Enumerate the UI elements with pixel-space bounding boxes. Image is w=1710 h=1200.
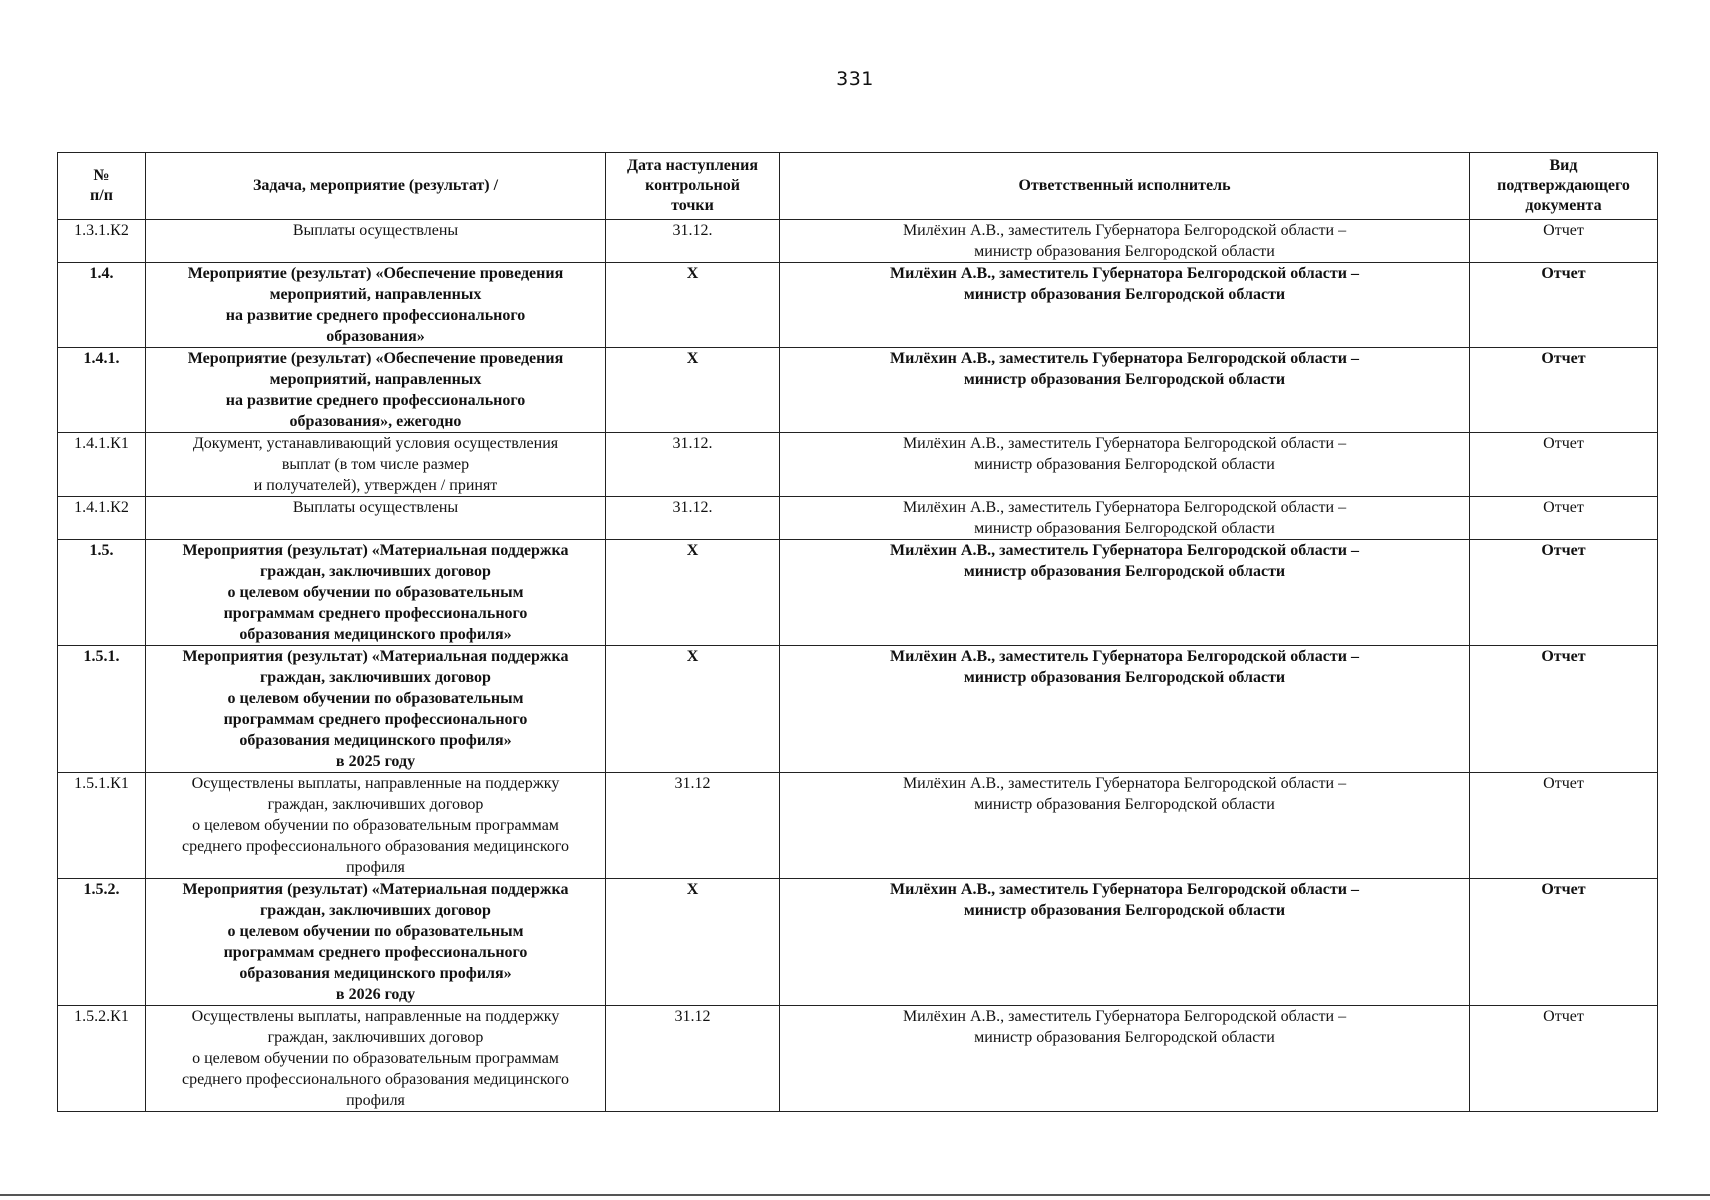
table-row (58, 348, 1658, 433)
cell-num: 1.4.1.К2 (58, 497, 146, 540)
table-row (58, 540, 1658, 646)
cell-num: 1.4.1.К1 (58, 433, 146, 497)
cell-responsible: Милёхин А.В., заместитель Губернатора Белгородской области – министр образования Белгородской области (780, 433, 1470, 497)
cell-task: Мероприятие (результат) «Обеспечение проведения мероприятий, направленных на развитие среднего профессионального образования», ежегодно (146, 348, 606, 433)
cell-responsible: Милёхин А.В., заместитель Губернатора Белгородской области – министр образования Белгородской области (780, 1006, 1470, 1112)
header-doc: Вид подтверждающего документа (1470, 153, 1658, 220)
cell-date: Х (606, 348, 780, 433)
cell-num: 1.4.1. (58, 348, 146, 433)
table-row (58, 497, 1658, 540)
table-header (58, 153, 1658, 220)
cell-num: 1.5.2. (58, 879, 146, 1006)
cell-task: Выплаты осуществлены (146, 497, 606, 540)
cell-num: 1.5.1.К1 (58, 773, 146, 879)
cell-doc: Отчет (1470, 263, 1658, 348)
cell-responsible: Милёхин А.В., заместитель Губернатора Белгородской области – министр образования Белгородской области (780, 879, 1470, 1006)
table-row (58, 773, 1658, 879)
cell-date: Х (606, 263, 780, 348)
table-row (58, 220, 1658, 263)
cell-date: 31.12 (606, 773, 780, 879)
cell-responsible: Милёхин А.В., заместитель Губернатора Белгородской области – министр образования Белгородской области (780, 263, 1470, 348)
table-header-row (58, 153, 1658, 220)
cell-responsible: Милёхин А.В., заместитель Губернатора Белгородской области – министр образования Белгородской области (780, 540, 1470, 646)
control-points-table (57, 152, 1658, 1112)
page-bottom-edge (0, 1194, 1710, 1196)
cell-doc: Отчет (1470, 220, 1658, 263)
cell-responsible: Милёхин А.В., заместитель Губернатора Белгородской области – министр образования Белгородской области (780, 497, 1470, 540)
table-row (58, 879, 1658, 1006)
cell-task: Мероприятие (результат) «Обеспечение проведения мероприятий, направленных на развитие среднего профессионального образования» (146, 263, 606, 348)
cell-doc: Отчет (1470, 1006, 1658, 1112)
cell-responsible: Милёхин А.В., заместитель Губернатора Белгородской области – министр образования Белгородской области (780, 773, 1470, 879)
cell-date: 31.12 (606, 1006, 780, 1112)
header-task: Задача, мероприятие (результат) / (146, 153, 606, 220)
table-body (58, 220, 1658, 1112)
page-number: 331 (836, 68, 874, 90)
cell-num: 1.5. (58, 540, 146, 646)
cell-doc: Отчет (1470, 646, 1658, 773)
cell-num: 1.3.1.К2 (58, 220, 146, 263)
cell-task: Осуществлены выплаты, направленные на поддержку граждан, заключивших договор о целевом обучении по образовательным программам среднего профессионального образования медицинского профиля (146, 1006, 606, 1112)
cell-doc: Отчет (1470, 540, 1658, 646)
cell-task: Мероприятия (результат) «Материальная поддержка граждан, заключивших договор о целевом обучении по образовательным программам среднего профессионального образования медицинского профиля» в 2025 году (146, 646, 606, 773)
cell-date: Х (606, 879, 780, 1006)
cell-num: 1.4. (58, 263, 146, 348)
table-row (58, 1006, 1658, 1112)
cell-task: Мероприятия (результат) «Материальная поддержка граждан, заключивших договор о целевом обучении по образовательным программам среднего профессионального образования медицинского профиля» в 2026 году (146, 879, 606, 1006)
cell-date: 31.12. (606, 220, 780, 263)
header-date: Дата наступления контрольной точки (606, 153, 780, 220)
table-row (58, 263, 1658, 348)
cell-doc: Отчет (1470, 773, 1658, 879)
header-num: № п/п (58, 153, 146, 220)
cell-doc: Отчет (1470, 879, 1658, 1006)
cell-date: 31.12. (606, 433, 780, 497)
table-row (58, 433, 1658, 497)
cell-num: 1.5.1. (58, 646, 146, 773)
cell-doc: Отчет (1470, 348, 1658, 433)
cell-date: Х (606, 646, 780, 773)
cell-task: Осуществлены выплаты, направленные на поддержку граждан, заключивших договор о целевом обучении по образовательным программам среднего профессионального образования медицинского профиля (146, 773, 606, 879)
cell-task: Выплаты осуществлены (146, 220, 606, 263)
cell-date: 31.12. (606, 497, 780, 540)
cell-date: Х (606, 540, 780, 646)
cell-task: Документ, устанавливающий условия осуществления выплат (в том числе размер и получателей), утвержден / принят (146, 433, 606, 497)
cell-responsible: Милёхин А.В., заместитель Губернатора Белгородской области – министр образования Белгородской области (780, 220, 1470, 263)
cell-num: 1.5.2.К1 (58, 1006, 146, 1112)
cell-responsible: Милёхин А.В., заместитель Губернатора Белгородской области – министр образования Белгородской области (780, 348, 1470, 433)
cell-doc: Отчет (1470, 497, 1658, 540)
cell-task: Мероприятия (результат) «Материальная поддержка граждан, заключивших договор о целевом обучении по образовательным программам среднего профессионального образования медицинского профиля» (146, 540, 606, 646)
cell-responsible: Милёхин А.В., заместитель Губернатора Белгородской области – министр образования Белгородской области (780, 646, 1470, 773)
table-row (58, 646, 1658, 773)
header-responsible: Ответственный исполнитель (780, 153, 1470, 220)
cell-doc: Отчет (1470, 433, 1658, 497)
